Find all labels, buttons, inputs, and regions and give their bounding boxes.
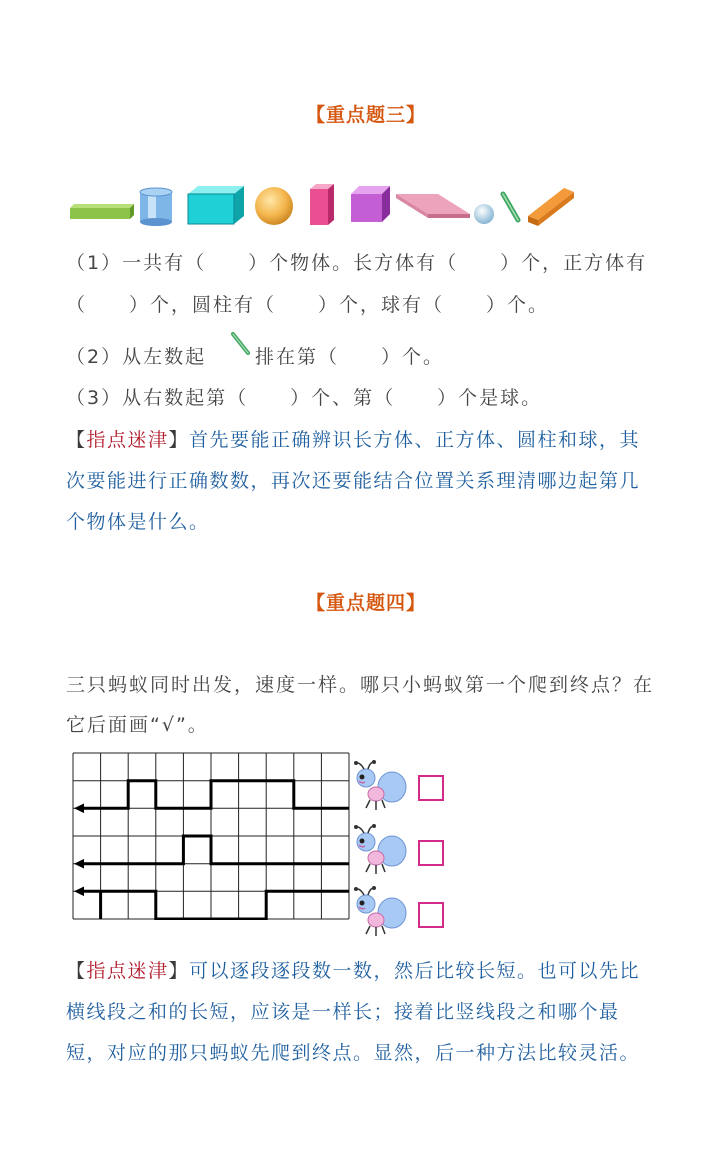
checkbox-ant-1[interactable] <box>418 775 444 801</box>
ant-path-grid <box>72 752 350 924</box>
hint-4-open: 【 <box>66 960 87 982</box>
hint-4-close: 】 <box>168 960 190 982</box>
heading-section-3: 【重点题三】 <box>306 104 427 126</box>
hint-3-text-1: 首先要能正确辨识长方体、正方体、圆柱和球，其 <box>189 429 641 451</box>
checkbox-ant-2[interactable] <box>418 840 444 866</box>
hint-3-line-3: 个物体是什么。 <box>66 511 210 533</box>
heading-section-4: 【重点题四】 <box>306 592 427 614</box>
ant-icon <box>352 886 408 942</box>
flat-cuboid-pink-icon <box>396 194 470 218</box>
question-4-line-2: 它后面画“√”。 <box>66 714 209 736</box>
hint-4-text-1: 可以逐段逐段数一数，然后比较长短。也可以先比 <box>189 960 641 982</box>
cylinder-icon <box>140 188 172 226</box>
hint-4-line-3: 短，对应的那只蚂蚁先爬到终点。显然，后一种方法比较灵活。 <box>66 1042 641 1064</box>
question-4-line-1: 三只蚂蚁同时出发，速度一样。哪只小蚂蚁第一个爬到终点？在 <box>66 674 655 696</box>
hint-3-line-1 <box>66 425 640 452</box>
hint-4-label: 指点迷津 <box>86 960 169 982</box>
stick-cylinder-icon <box>503 194 518 220</box>
sphere-small-icon <box>474 204 494 224</box>
ant-path-1 <box>74 781 349 813</box>
hint-3-close: 】 <box>168 429 190 451</box>
hint-3-label: 指点迷津 <box>86 429 169 451</box>
stick-cylinder-small-icon <box>228 330 254 362</box>
long-cuboid-orange-icon <box>528 188 574 226</box>
ant-icon <box>352 760 408 816</box>
long-cuboid-green-icon <box>70 204 134 219</box>
hint-4-line-1 <box>66 956 640 983</box>
shapes-row <box>66 180 586 230</box>
question-1-line-1: （1）一共有（ ）个物体。长方体有（ ）个，正方体有 <box>66 252 648 274</box>
hint-4-line-2: 横线段之和的长短，应该是一样长；接着比竖线段之和哪个最 <box>66 1001 620 1023</box>
hint-3-line-2: 次要能进行正确数数，再次还要能结合位置关系理清哪边起第几 <box>66 470 641 492</box>
question-3: （3）从右数起第（ ）个、第（ ）个是球。 <box>66 387 543 409</box>
question-1-line-2: （ ）个，圆柱有（ ）个，球有（ ）个。 <box>66 294 550 316</box>
hint-3-open: 【 <box>66 429 87 451</box>
cuboid-pink-icon <box>310 184 334 225</box>
sphere-icon <box>255 187 293 225</box>
question-2-prefix: （2）从左数起 <box>66 346 207 368</box>
cube-purple-icon <box>351 186 390 222</box>
checkbox-ant-3[interactable] <box>418 902 444 928</box>
question-2-suffix: 排在第（ ）个。 <box>255 346 445 368</box>
ant-icon <box>352 824 408 880</box>
cube-cyan-icon <box>188 186 244 224</box>
ant-path-2 <box>74 836 349 869</box>
